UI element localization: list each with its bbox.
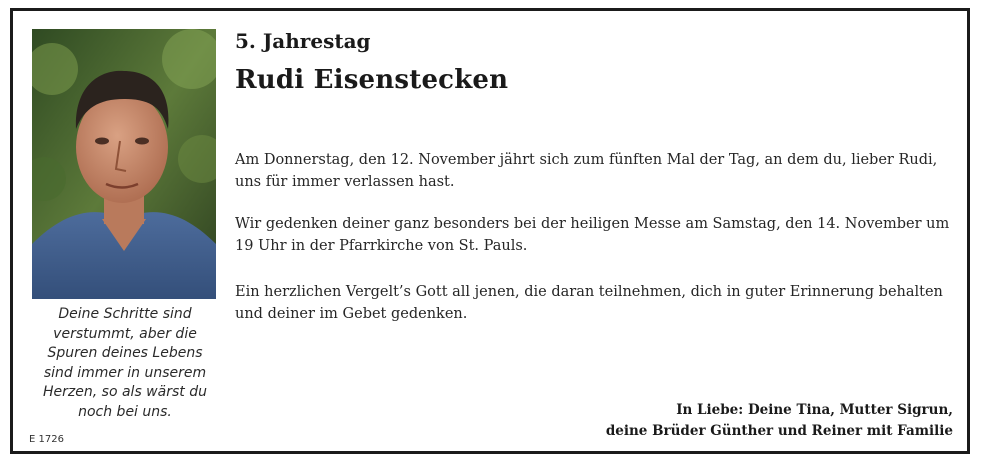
- quote-line: sind immer in unserem: [43, 364, 207, 381]
- signature-line: In Liebe: Deine Tina, Mutter Sigrun,: [676, 402, 953, 418]
- paragraph-line: Ein herzlichen Vergelt’s Gott all jenen, die daran teilnehmen, dich in guter Erinnerung behalten: [235, 284, 943, 300]
- paragraph-line: und deiner im Gebet gedenken.: [235, 306, 468, 322]
- quote-line: Deine Schritte sind: [58, 306, 192, 322]
- paragraph-mass: [235, 213, 965, 257]
- quote-line: verstummt, aber die: [53, 325, 197, 342]
- paragraph-line: uns für immer verlassen hast.: [235, 174, 455, 190]
- ad-code: E 1726: [29, 434, 64, 445]
- memorial-card: [10, 8, 970, 454]
- deceased-name: Rudi Eisenstecken: [235, 65, 509, 95]
- memorial-quote: [27, 305, 223, 422]
- quote-line: Spuren deines Lebens: [47, 345, 203, 361]
- anniversary-heading: 5. Jahrestag: [235, 29, 371, 53]
- quote-line: noch bei uns.: [78, 403, 172, 420]
- paragraph-thanks: [235, 281, 965, 325]
- paragraph-line: Am Donnerstag, den 12. November jährt sich zum fünften Mal der Tag, an dem du, lieber Rudi,: [235, 152, 938, 168]
- quote-line: Herzen, so als wärst du: [43, 384, 207, 400]
- paragraph-line: Wir gedenken deiner ganz besonders bei der heiligen Messe am Samstag, den 14. November um: [235, 216, 950, 232]
- paragraph-date: [235, 149, 965, 193]
- signature-line: deine Brüder Günther und Reiner mit Familie: [605, 423, 953, 439]
- portrait-photo-icon: [32, 29, 216, 299]
- paragraph-line: 19 Uhr in der Pfarrkirche von St. Pauls.: [235, 238, 528, 254]
- family-signature: [606, 400, 953, 442]
